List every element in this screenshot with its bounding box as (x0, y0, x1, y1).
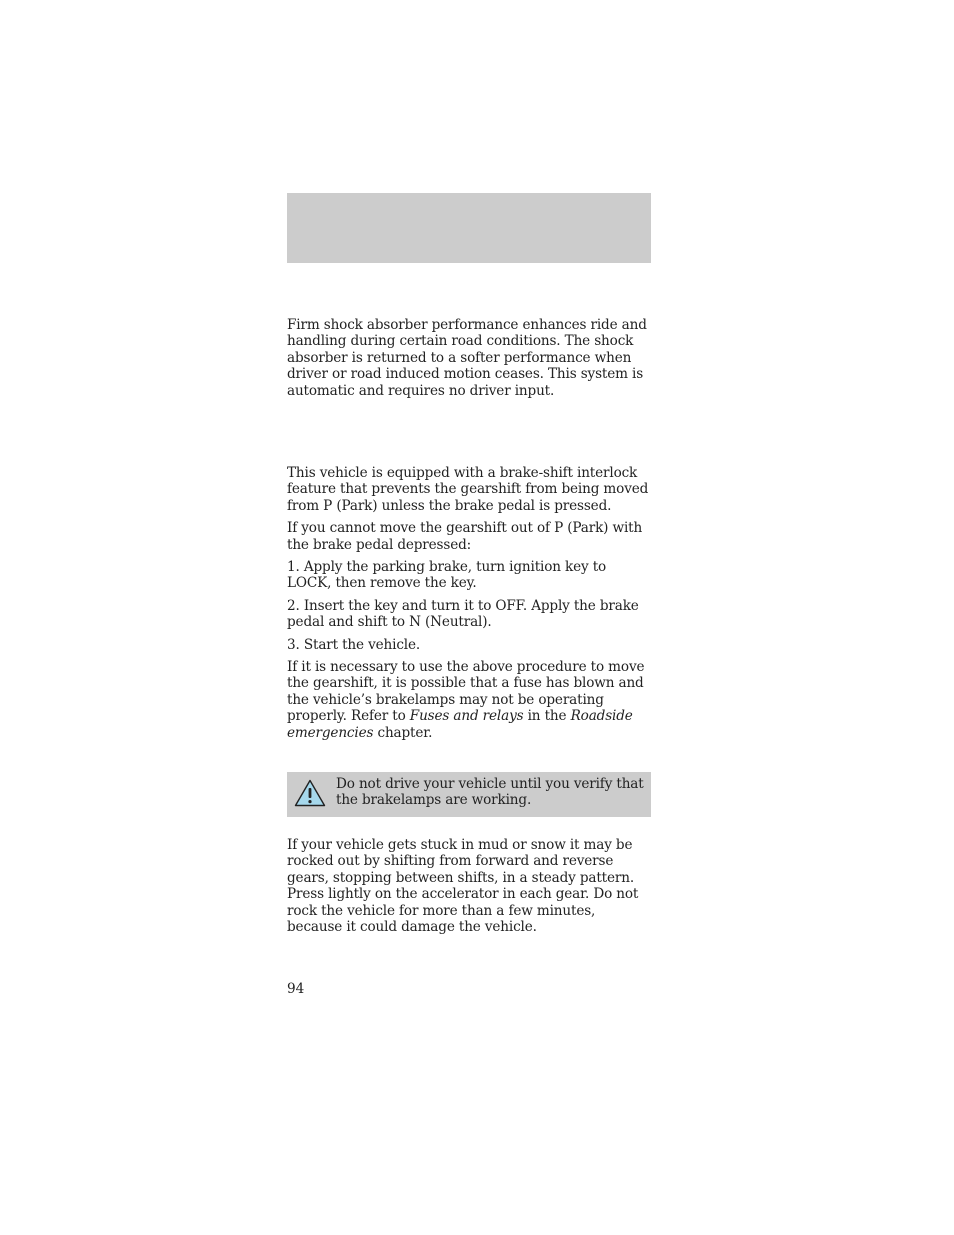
warning-text: Do not drive your vehicle until you verify that the brakelamps are working. (336, 776, 644, 809)
fuse-text-1: If it is necessary to use the above procedure to move the gearshift, it is possible that a fuse has blown and the vehicle’s brakelamps may not be operating properly. Refer to (287, 659, 645, 725)
fuse-paragraph (287, 659, 653, 741)
stuck-vehicle-paragraph: If your vehicle gets stuck in mud or snow it may be rocked out by shifting from forward and reverse gears, stopping between shifts, in a steady pattern. Press lightly on the accelerator in each gear. Do not rock the vehicle for more than a few minutes, because it could damage the vehicle. (287, 837, 639, 936)
fuses-and-relays-reference: Fuses and relays (409, 708, 524, 725)
stuck-vehicle-section (287, 837, 653, 941)
roadside-emergencies-reference: Roadside emergencies (287, 708, 633, 741)
interlock-intro-paragraph: This vehicle is equipped with a brake-shift interlock feature that prevents the gearshift from being moved from P (Park) unless the brake pedal is pressed. (287, 465, 649, 514)
interlock-step-1: 1. Apply the parking brake, turn ignition key to LOCK, then remove the key. (287, 559, 607, 592)
shock-absorber-paragraph: Firm shock absorber performance enhances ride and handling during certain road conditions. The shock absorber is returned to a softer performance when driver or road induced motion ceases. This system is automatic and requires no driver input. (287, 317, 647, 399)
brake-shift-interlock-section (287, 465, 653, 747)
shock-absorber-section (287, 317, 653, 405)
interlock-step-3: 3. Start the vehicle. (287, 636, 421, 653)
warning-triangle-icon (294, 779, 326, 807)
warning-box (287, 772, 651, 817)
page-number: 94 (287, 981, 305, 997)
chapter-header-bar (287, 193, 651, 263)
fuse-text-3: chapter. (373, 724, 433, 741)
interlock-step-2: 2. Insert the key and turn it to OFF. Apply the brake pedal and shift to N (Neutral). (287, 597, 639, 631)
interlock-condition-paragraph: If you cannot move the gearshift out of P (Park) with the brake pedal depressed: (287, 520, 643, 553)
fuse-text-2: in the (523, 708, 571, 725)
